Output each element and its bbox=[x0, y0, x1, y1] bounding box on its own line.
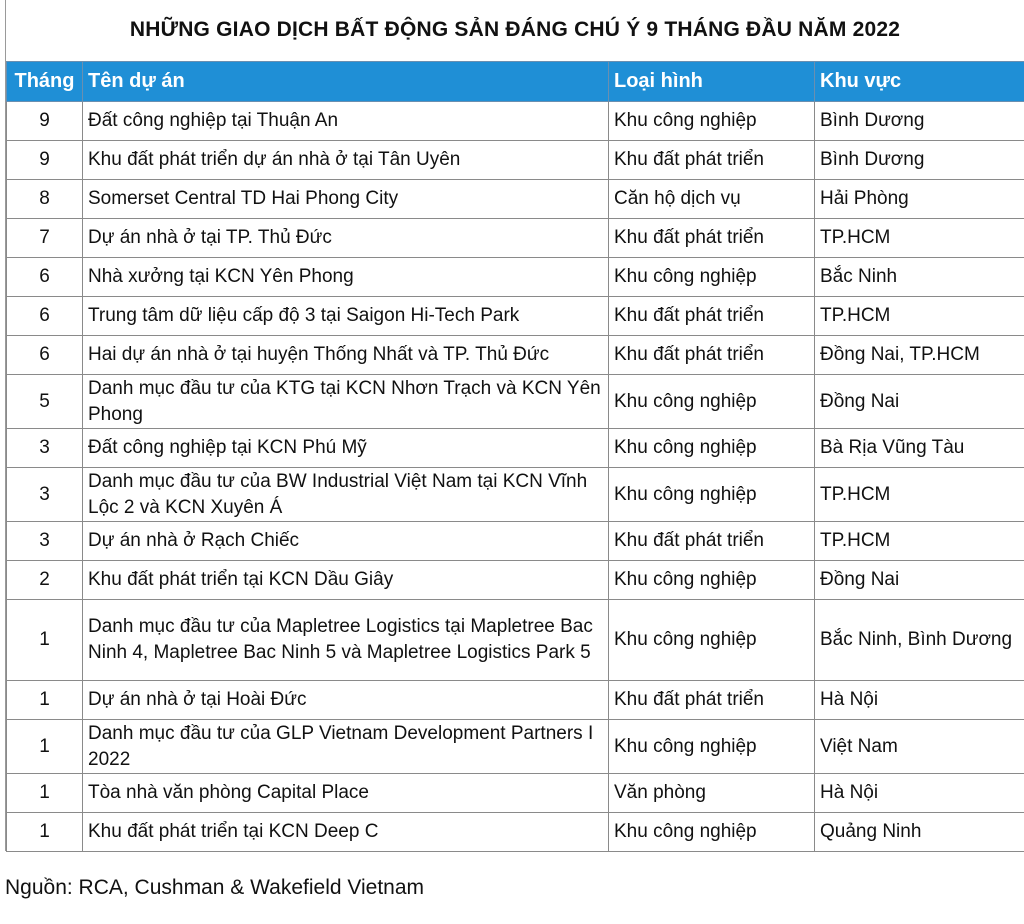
cell-project-name: Danh mục đầu tư của BW Industrial Việt Nam tại KCN Vĩnh Lộc 2 và KCN Xuyên Á bbox=[83, 468, 609, 522]
cell-project-name: Danh mục đầu tư của GLP Vietnam Development Partners I 2022 bbox=[83, 720, 609, 774]
cell-type: Khu đất phát triển bbox=[609, 141, 815, 180]
cell-region: TP.HCM bbox=[815, 468, 1024, 522]
cell-month: 6 bbox=[7, 297, 83, 336]
cell-type: Khu đất phát triển bbox=[609, 681, 815, 720]
cell-region: TP.HCM bbox=[815, 297, 1024, 336]
cell-region: Bắc Ninh bbox=[815, 258, 1024, 297]
cell-project-name: Khu đất phát triển dự án nhà ở tại Tân Uyên bbox=[83, 141, 609, 180]
cell-month: 8 bbox=[7, 180, 83, 219]
cell-project-name: Đất công nghiệp tại KCN Phú Mỹ bbox=[83, 429, 609, 468]
cell-project-name: Tòa nhà văn phòng Capital Place bbox=[83, 774, 609, 813]
header-month: Tháng bbox=[7, 62, 83, 102]
cell-region: Đồng Nai bbox=[815, 375, 1024, 429]
table-row bbox=[7, 813, 1024, 852]
cell-region: Bắc Ninh, Bình Dương bbox=[815, 600, 1024, 681]
page-title: NHỮNG GIAO DỊCH BẤT ĐỘNG SẢN ĐÁNG CHÚ Ý 9 THÁNG ĐẦU NĂM 2022 bbox=[129, 18, 901, 41]
cell-month: 3 bbox=[7, 468, 83, 522]
cell-type: Khu đất phát triển bbox=[609, 522, 815, 561]
table-row bbox=[7, 141, 1024, 180]
header-project-name: Tên dự án bbox=[83, 62, 609, 102]
cell-project-name: Dự án nhà ở tại TP. Thủ Đức bbox=[83, 219, 609, 258]
table-row bbox=[7, 336, 1024, 375]
cell-region: Bà Rịa Vũng Tàu bbox=[815, 429, 1024, 468]
cell-month: 6 bbox=[7, 336, 83, 375]
cell-type: Khu công nghiệp bbox=[609, 102, 815, 141]
cell-project-name: Dự án nhà ở Rạch Chiếc bbox=[83, 522, 609, 561]
cell-month: 2 bbox=[7, 561, 83, 600]
cell-type: Khu công nghiệp bbox=[609, 600, 815, 681]
table-body bbox=[7, 102, 1024, 852]
cell-region: Việt Nam bbox=[815, 720, 1024, 774]
cell-region: Hải Phòng bbox=[815, 180, 1024, 219]
table-row bbox=[7, 720, 1024, 774]
cell-month: 1 bbox=[7, 720, 83, 774]
cell-region: Quảng Ninh bbox=[815, 813, 1024, 852]
cell-project-name: Trung tâm dữ liệu cấp độ 3 tại Saigon Hi-Tech Park bbox=[83, 297, 609, 336]
cell-type: Khu công nghiệp bbox=[609, 813, 815, 852]
cell-type: Khu đất phát triển bbox=[609, 219, 815, 258]
cell-project-name: Khu đất phát triển tại KCN Deep C bbox=[83, 813, 609, 852]
header-type: Loại hình bbox=[609, 62, 815, 102]
cell-project-name: Danh mục đầu tư của KTG tại KCN Nhơn Trạch và KCN Yên Phong bbox=[83, 375, 609, 429]
cell-region: Hà Nội bbox=[815, 774, 1024, 813]
cell-month: 5 bbox=[7, 375, 83, 429]
table-row bbox=[7, 681, 1024, 720]
table-row bbox=[7, 102, 1024, 141]
cell-type: Khu công nghiệp bbox=[609, 429, 815, 468]
cell-project-name: Danh mục đầu tư của Mapletree Logistics tại Mapletree Bac Ninh 4, Mapletree Bac Ninh 5 và Mapletree Logistics Park 5 bbox=[83, 600, 609, 681]
table-row bbox=[7, 468, 1024, 522]
cell-month: 1 bbox=[7, 600, 83, 681]
cell-project-name: Đất công nghiệp tại Thuận An bbox=[83, 102, 609, 141]
cell-month: 6 bbox=[7, 258, 83, 297]
cell-region: Bình Dương bbox=[815, 102, 1024, 141]
cell-project-name: Somerset Central TD Hai Phong City bbox=[83, 180, 609, 219]
cell-type: Khu công nghiệp bbox=[609, 258, 815, 297]
cell-project-name: Dự án nhà ở tại Hoài Đức bbox=[83, 681, 609, 720]
table-row bbox=[7, 219, 1024, 258]
cell-type: Khu đất phát triển bbox=[609, 297, 815, 336]
cell-type: Khu công nghiệp bbox=[609, 720, 815, 774]
cell-region: TP.HCM bbox=[815, 522, 1024, 561]
table-row bbox=[7, 258, 1024, 297]
table-row bbox=[7, 600, 1024, 681]
cell-month: 1 bbox=[7, 774, 83, 813]
cell-type: Khu công nghiệp bbox=[609, 561, 815, 600]
table-row bbox=[7, 180, 1024, 219]
cell-type: Căn hộ dịch vụ bbox=[609, 180, 815, 219]
cell-type: Văn phòng bbox=[609, 774, 815, 813]
cell-month: 3 bbox=[7, 429, 83, 468]
table-row bbox=[7, 297, 1024, 336]
cell-project-name: Khu đất phát triển tại KCN Dầu Giây bbox=[83, 561, 609, 600]
cell-month: 9 bbox=[7, 141, 83, 180]
cell-type: Khu đất phát triển bbox=[609, 336, 815, 375]
cell-month: 7 bbox=[7, 219, 83, 258]
cell-region: TP.HCM bbox=[815, 219, 1024, 258]
cell-type: Khu công nghiệp bbox=[609, 468, 815, 522]
cell-month: 3 bbox=[7, 522, 83, 561]
cell-month: 9 bbox=[7, 102, 83, 141]
table-row bbox=[7, 375, 1024, 429]
cell-region: Đồng Nai bbox=[815, 561, 1024, 600]
table-row bbox=[7, 774, 1024, 813]
cell-region: Bình Dương bbox=[815, 141, 1024, 180]
header-region: Khu vực bbox=[815, 62, 1024, 102]
table-row bbox=[7, 561, 1024, 600]
cell-region: Đồng Nai, TP.HCM bbox=[815, 336, 1024, 375]
source-note: Nguồn: RCA, Cushman & Wakefield Vietnam bbox=[5, 876, 425, 899]
cell-month: 1 bbox=[7, 813, 83, 852]
cell-project-name: Hai dự án nhà ở tại huyện Thống Nhất và TP. Thủ Đức bbox=[83, 336, 609, 375]
table-header-row bbox=[7, 62, 1024, 102]
cell-project-name: Nhà xưởng tại KCN Yên Phong bbox=[83, 258, 609, 297]
cell-region: Hà Nội bbox=[815, 681, 1024, 720]
transactions-table bbox=[6, 61, 1024, 852]
table-row bbox=[7, 429, 1024, 468]
cell-type: Khu công nghiệp bbox=[609, 375, 815, 429]
cell-month: 1 bbox=[7, 681, 83, 720]
table-row bbox=[7, 522, 1024, 561]
